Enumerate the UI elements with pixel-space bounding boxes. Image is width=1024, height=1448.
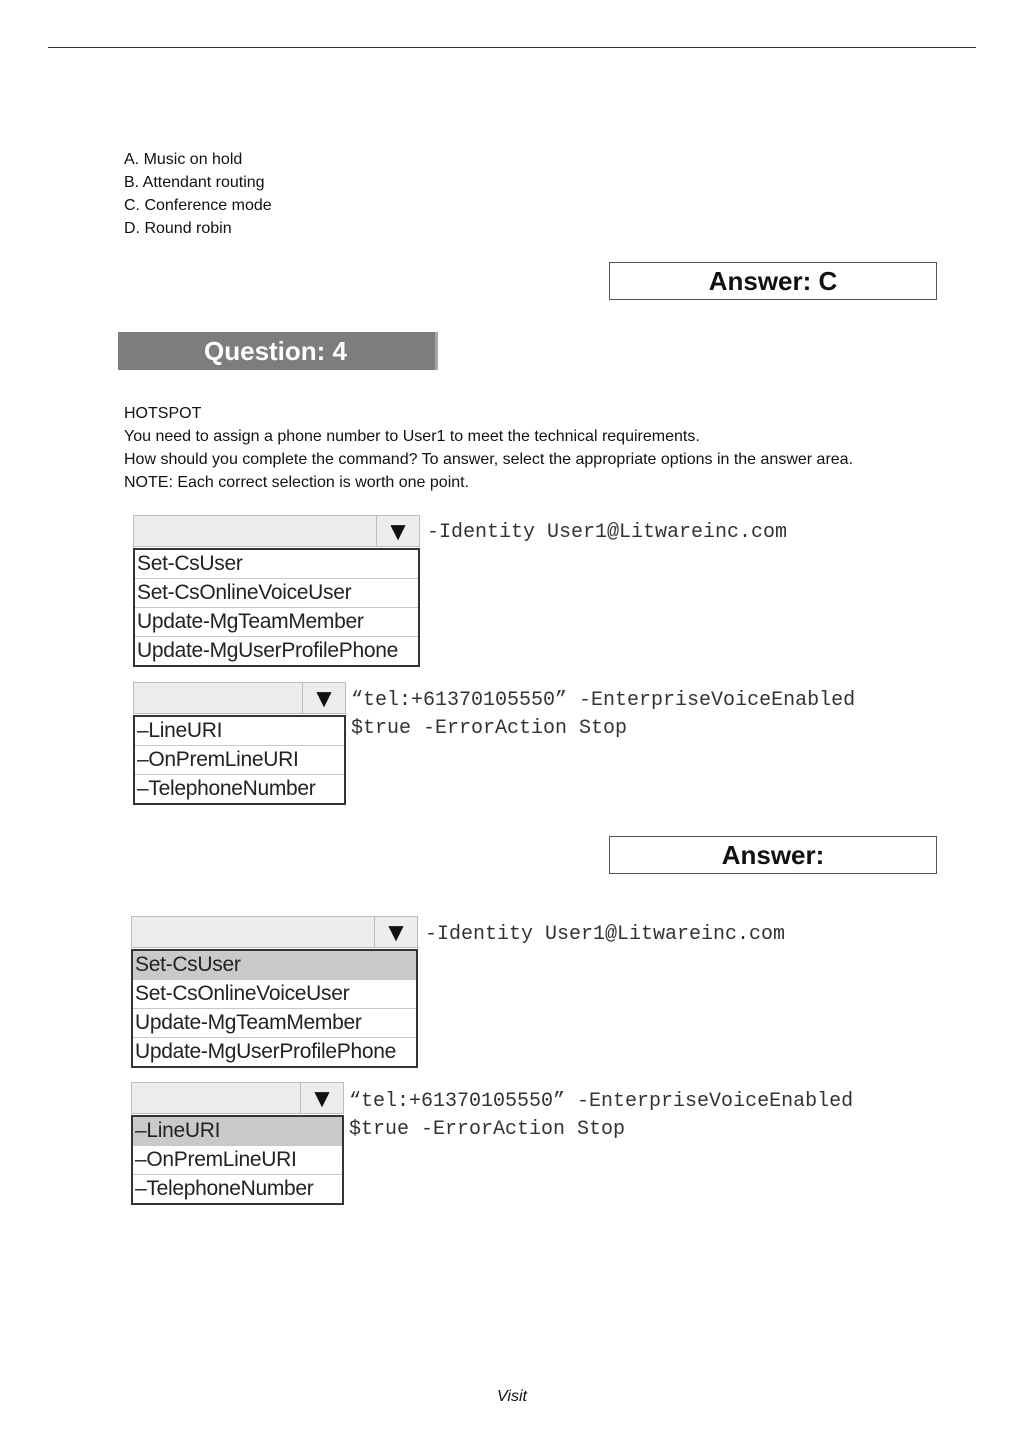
cmdlet-option[interactable]: Set-CsOnlineVoiceUser (133, 980, 416, 1009)
command-line-2: $true -ErrorAction Stop (351, 717, 628, 740)
question-text (124, 402, 853, 494)
cmdlet-option[interactable]: Update-MgUserProfilePhone (135, 1040, 396, 1063)
chevron-down-icon[interactable]: ▼ (376, 516, 419, 546)
chevron-down-icon[interactable]: ▼ (300, 1083, 343, 1113)
option-b: B. Attendant routing (124, 174, 265, 191)
footer-visit: Visit (497, 1388, 527, 1405)
question-line-2: How should you complete the command? To answer, select the appropriate options in the answer area. (124, 451, 854, 468)
parameter-option-selected[interactable]: –LineURI (133, 1117, 342, 1146)
question-type: HOTSPOT (124, 405, 202, 422)
command-parameters (351, 687, 855, 743)
cmdlet-options (131, 949, 418, 1068)
previous-answer-box: Answer: C (609, 262, 937, 300)
hotspot-answer-area (131, 916, 931, 1216)
cmdlet-option[interactable]: Set-CsUser (135, 550, 418, 579)
command-line-1: “tel:+61370105550” -EnterpriseVoiceEnabled (351, 689, 856, 712)
command-parameters (349, 1088, 853, 1144)
option-a: A. Music on hold (124, 151, 243, 168)
question-line-1: You need to assign a phone number to User1 to meet the technical requirements. (124, 428, 700, 445)
parameter-option[interactable]: –TelephoneNumber (137, 777, 316, 800)
cmdlet-option[interactable]: Update-MgTeamMember (135, 608, 418, 637)
command-identity: -Identity User1@Litwareinc.com (425, 923, 786, 946)
parameter-options (131, 1115, 344, 1205)
command-line-2: $true -ErrorAction Stop (349, 1118, 626, 1141)
command-identity: -Identity User1@Litwareinc.com (427, 521, 788, 544)
parameter-dropdown[interactable] (131, 1082, 344, 1114)
cmdlet-option[interactable]: Update-MgUserProfilePhone (137, 639, 398, 662)
chevron-down-icon[interactable]: ▼ (374, 917, 417, 947)
cmdlet-option[interactable]: Set-CsOnlineVoiceUser (135, 579, 418, 608)
header-rule (48, 47, 976, 48)
cmdlet-dropdown[interactable] (133, 515, 420, 547)
hotspot-question-area (133, 515, 933, 815)
cmdlet-option[interactable]: Update-MgTeamMember (133, 1009, 416, 1038)
cmdlet-options (133, 548, 420, 667)
parameter-options (133, 715, 346, 805)
cmdlet-dropdown[interactable] (131, 916, 418, 948)
answer-label-box: Answer: (609, 836, 937, 874)
answer-options (124, 148, 272, 240)
chevron-down-icon[interactable]: ▼ (302, 683, 345, 713)
parameter-option[interactable]: –OnPremLineURI (135, 746, 344, 775)
parameter-option[interactable]: –LineURI (135, 717, 344, 746)
parameter-option[interactable]: –OnPremLineURI (133, 1146, 342, 1175)
option-c: C. Conference mode (124, 197, 272, 214)
parameter-dropdown[interactable] (133, 682, 346, 714)
question-note: NOTE: Each correct selection is worth one point. (124, 474, 470, 491)
option-d: D. Round robin (124, 220, 232, 237)
question-title: Question: 4 (118, 332, 438, 370)
parameter-option[interactable]: –TelephoneNumber (135, 1177, 314, 1200)
cmdlet-option-selected[interactable]: Set-CsUser (133, 951, 416, 980)
command-line-1: “tel:+61370105550” -EnterpriseVoiceEnabled (349, 1090, 854, 1113)
